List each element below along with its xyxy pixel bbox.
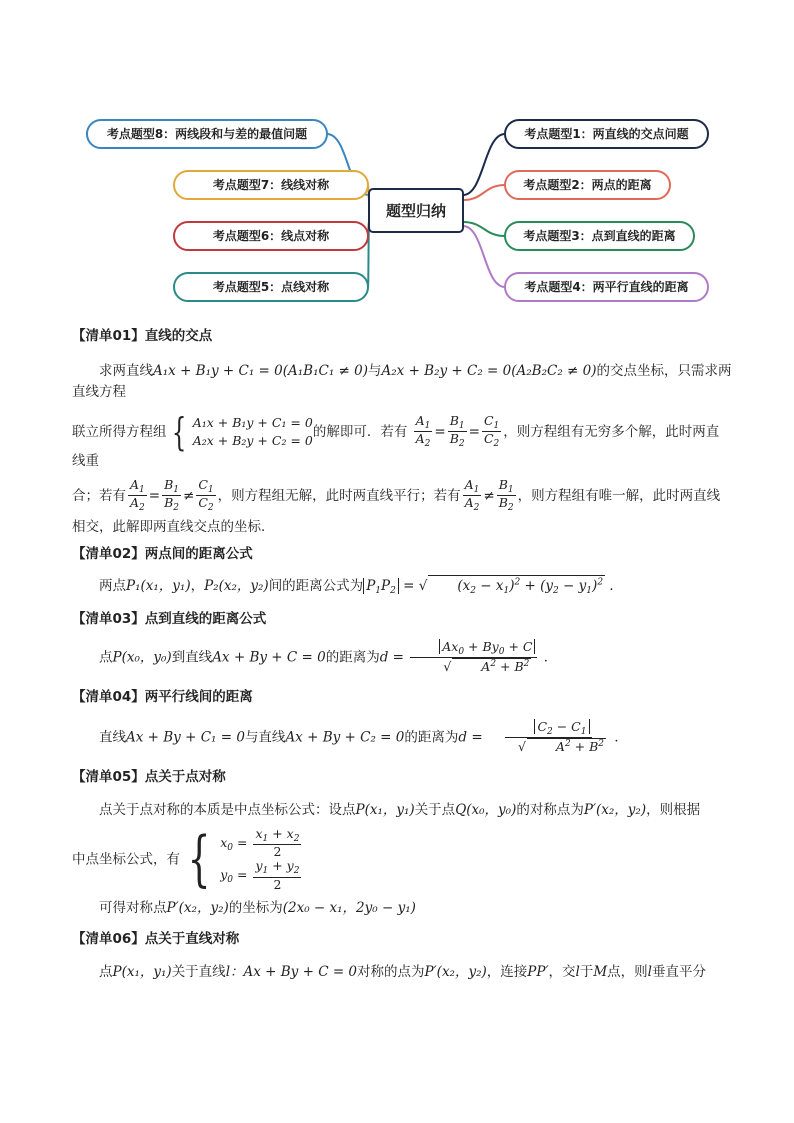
text: 的解即可．若有	[312, 423, 408, 440]
point-q: Q(x₀，y₀)	[455, 801, 517, 818]
point-p: P(x₁，y₁)	[355, 801, 415, 818]
section-02-heading: 【清单02】两点间的距离公式	[72, 546, 253, 563]
point-p1: P₁(x₁，y₁)	[126, 578, 191, 595]
text: 到直线	[171, 649, 213, 666]
point-p-prime: P′(x₂，y₂)	[166, 900, 229, 917]
symmetric-point-coordinate: (2x₀ − x₁，2y₀ − y₁)	[282, 900, 416, 917]
text: ，则方程组有无穷多个解，此时两直线重	[72, 423, 720, 469]
equation-system: { A₁x + B₁y + C₁ = 0 A₂x + B₂y + C₂ = 0	[171, 409, 313, 454]
equation-line-2: A₂x + B₂y + C₂ = 0(A₂B₂C₂ ≠ 0)	[381, 362, 597, 379]
section-01-para-2: 联立所得方程组 { A₁x + B₁y + C₁ = 0 A₂x + B₂y + C₂ = 0 的解即可．若有 $\frac{A_1}{A_2}$ = $\frac{B_1}{B_2}$ = $\frac{C_1}{C_2}$ ，则方程组有无穷多个解，此时两直线重	[72, 409, 720, 469]
mind-map-node-label-right-3: 考点题型3：点到直线的距离	[523, 229, 676, 243]
line-equation: Ax + By + C = 0	[212, 649, 326, 666]
text: ，则根据	[646, 801, 701, 818]
section-05-para-3	[72, 898, 732, 919]
text: 与	[368, 362, 382, 379]
text: 点关于点对称的本质是中点坐标公式：设点	[99, 801, 356, 818]
parallel-distance-fraction: $\frac{C_2 - C_1}{√ A^2 + B^2}$	[489, 720, 608, 755]
text: ，则方程组有唯一解，此时两直线	[517, 487, 721, 504]
fraction-a1-a2: $\frac{A_1}{A_2}$	[415, 412, 431, 450]
equation-line-1: A₁x + B₁y + C₁ = 0(A₁B₁C₁ ≠ 0)	[153, 362, 368, 379]
text: 直线	[99, 729, 126, 746]
text: ．	[543, 649, 558, 666]
section-05-heading: 【清单05】点关于点对称	[72, 768, 226, 785]
mind-map-node-label-right-1: 考点题型1：两直线的交点问题	[524, 127, 689, 141]
line-l-equation: l：Ax + By + C = 0	[225, 963, 358, 980]
text: 联立所得方程组	[72, 423, 167, 440]
mind-map-node-label-right-2: 考点题型2：两点的距离	[523, 178, 652, 192]
text: ，连接	[486, 963, 528, 980]
mind-map-node-label-left-1: 考点题型8：两线段和与差的最值问题	[106, 127, 308, 141]
text: 可得对称点	[99, 900, 167, 917]
section-06-para	[72, 962, 732, 983]
point-line-distance-fraction: $\frac{Ax_0 + By_0 + C}{√ A^2 + B^2}$	[410, 640, 537, 675]
text: 的距离为	[325, 649, 380, 666]
text: 相交，此解即两直线交点的坐标．	[72, 519, 275, 536]
mind-map-node-label-left-3: 考点题型6：线点对称	[212, 229, 330, 243]
text: 垂直平分	[652, 963, 706, 980]
system-line-2: A₂x + B₂y + C₂ = 0	[192, 432, 313, 448]
text: 点	[99, 963, 113, 980]
section-01-para-1	[72, 361, 732, 403]
midpoint-x: $x_0$ = $\frac{x_1 + x_2}{2}$	[220, 825, 300, 859]
text: 中点坐标公式，有	[72, 851, 180, 868]
text: 点	[99, 649, 113, 666]
mind-map-center-label: 题型归纳	[385, 202, 447, 220]
text: 关于直线	[171, 963, 226, 980]
fraction-a1-a2: $\frac{A_1}{A_2}$	[464, 476, 480, 514]
fraction-c1-c2: $\frac{C_1}{C_2}$	[198, 476, 214, 514]
text: 与直线	[244, 729, 286, 746]
section-03-heading: 【清单03】点到直线的距离公式	[72, 611, 267, 628]
text: 的距离为	[404, 729, 459, 746]
point-p-prime: P′(x₂，y₂)	[583, 801, 647, 818]
text: 关于点	[414, 801, 456, 818]
fraction-b1-b2: $\frac{B_1}{B_2}$	[498, 476, 514, 514]
fraction-b1-b2: $\frac{B_1}{B_2}$	[449, 412, 465, 450]
fraction-c1-c2: $\frac{C_1}{C_2}$	[483, 412, 500, 450]
text: 合；若有	[72, 487, 126, 504]
text: ．	[614, 729, 628, 746]
point-p2: P₂(x₂，y₂)	[204, 578, 269, 595]
mind-map-node-label-left-4: 考点题型5：点线对称	[212, 280, 330, 294]
point-p: P(x₀，y₀)	[112, 649, 172, 666]
text: ．	[609, 578, 623, 595]
text: 间的距离公式为	[268, 578, 364, 595]
point-p-prime: P′(x₂，y₂)	[424, 963, 487, 980]
section-04-heading: 【清单04】两平行线间的距离	[72, 688, 253, 705]
text: 求两直线	[99, 362, 153, 379]
distance-formula-lhs: $P_1P_2$	[363, 578, 399, 594]
text: ，交	[548, 963, 576, 980]
fraction-a1-a2: $\frac{A_1}{A_2}$	[130, 476, 145, 514]
mind-map	[0, 0, 794, 320]
text: 的对称点为	[516, 801, 584, 818]
line-l: l	[575, 963, 580, 980]
system-line-1: A₁x + B₁y + C₁ = 0	[192, 414, 313, 430]
text: 的交点坐标，只需求两直线方程	[72, 362, 732, 400]
text: 的坐标为	[228, 900, 283, 917]
mind-map-node-label-right-4: 考点题型4：两平行直线的距离	[524, 280, 689, 294]
section-02-para: 两点P₁(x₁，y₁)，P₂(x₂，y₂)间的距离公式为 $P_1P_2$ = √ $(x_2 - x_1)^2 + (y_2 - y_1)^2$ ．	[72, 575, 732, 599]
section-01-para-3: 合；若有 $\frac{A_1}{A_2}$ = $\frac{B_1}{B_2}$ ≠ $\frac{C_1}{C_2}$ ，则方程组无解，此时两直线平行；若有 $\frac{A_1}{A_2}$ ≠ $\frac{B_1}{B_2}$ ，则方程组有唯一解，此时两直线	[72, 476, 721, 514]
point-p: P(x₁，y₁)	[112, 963, 172, 980]
section-01-para-4	[72, 517, 732, 538]
line-equation-1: Ax + By + C₁ = 0	[126, 729, 245, 746]
midpoint-y: $y_0$ = $\frac{y_1 + y_2}{2}$	[220, 858, 300, 892]
section-04-para: 直线Ax + By + C₁ = 0与直线Ax + By + C₂ = 0的距离为d = $\frac{C_2 - C_1}{√ A^2 + B^2}$ ．	[99, 718, 628, 755]
section-05-para-1	[72, 800, 732, 821]
text: 两点	[99, 578, 126, 595]
line-equation-2: Ax + By + C₂ = 0	[285, 729, 405, 746]
section-06-heading: 【清单06】点关于直线对称	[72, 930, 240, 947]
text: 对称的点为	[357, 963, 425, 980]
section-03-para: 点P(x₀，y₀)到直线Ax + By + C = 0的距离为d = $\frac{Ax_0 + By_0 + C}{√ A^2 + B^2}$ ．	[99, 639, 558, 675]
point-m: M	[593, 963, 608, 980]
line-l: l	[647, 963, 652, 980]
fraction-b1-b2: $\frac{B_1}{B_2}$	[164, 476, 179, 514]
section-05-para-2	[72, 824, 732, 895]
section-01-heading: 【清单01】直线的交点	[72, 328, 213, 344]
mind-map-node-label-left-2: 考点题型7：线线对称	[212, 178, 330, 192]
text: 于	[579, 963, 594, 980]
segment-pp: PP′	[527, 963, 549, 980]
distance-formula-radicand: $(x_2 - x_1)^2 + (y_2 - y_1)^2$	[428, 575, 605, 599]
text: ，则方程组无解，此时两直线平行；若有	[217, 487, 461, 504]
text: 点，则	[607, 963, 648, 980]
midpoint-system: { $x_0$ = $\frac{x_1 + x_2}{2}$ $y_0$ = $\frac{y_1 + y_2}{2}$	[180, 827, 303, 892]
